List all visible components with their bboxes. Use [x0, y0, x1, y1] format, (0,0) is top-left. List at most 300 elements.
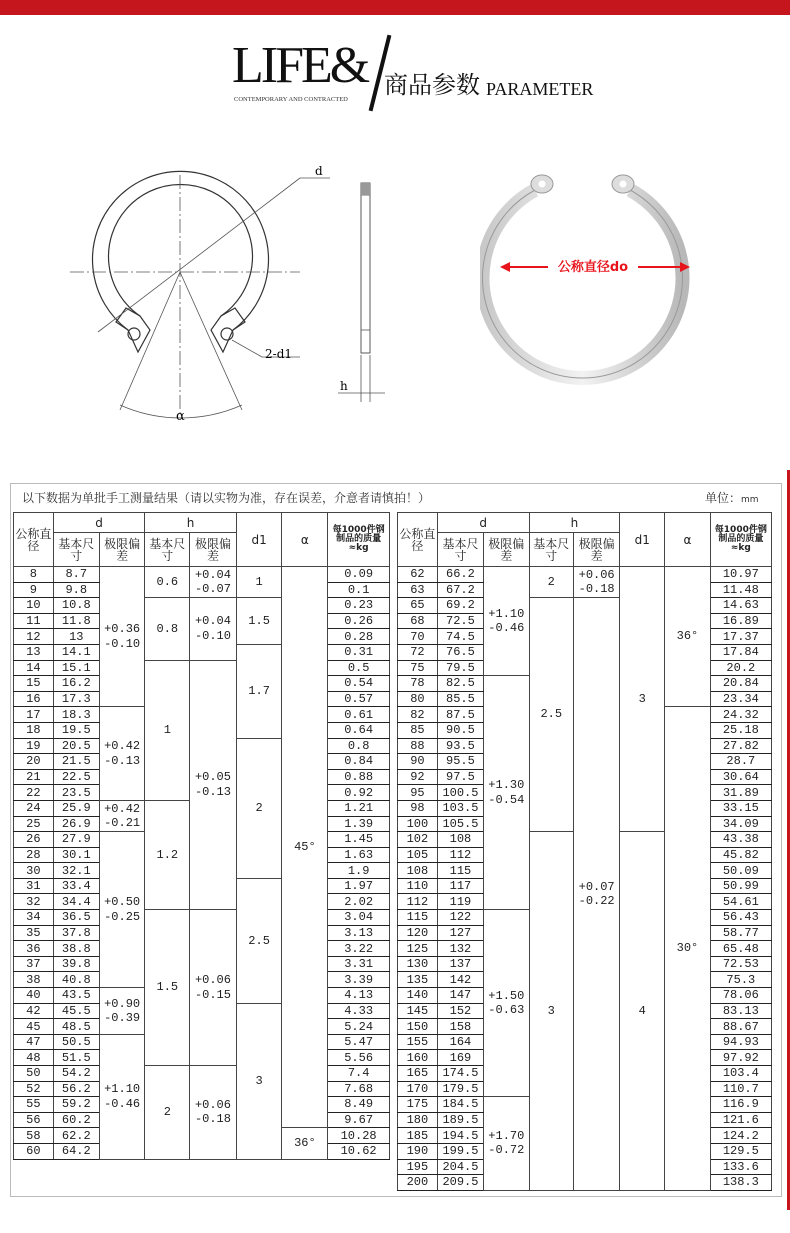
cell-weight: 110.7: [710, 1081, 771, 1097]
cell-weight: 0.57: [328, 691, 390, 707]
cell-d-basic: 62.2: [53, 1128, 99, 1144]
cell-h-basic: 2: [529, 567, 573, 598]
cell-weight: 0.09: [328, 567, 390, 583]
cell-weight: 50.99: [710, 878, 771, 894]
cell-d-basic: 43.5: [53, 988, 99, 1004]
cell-d-basic: 95.5: [437, 754, 483, 770]
cell-d-basic: 97.5: [437, 769, 483, 785]
logo-subtitle: CONTEMPORARY AND CONTRACTED: [234, 96, 348, 103]
cell-d-tol: +0.50 -0.25: [99, 832, 145, 988]
cell-nominal: 70: [398, 629, 438, 645]
cell-weight: 8.49: [328, 1097, 390, 1113]
cell-weight: 3.04: [328, 910, 390, 926]
table-row: [398, 598, 772, 614]
cell-nominal: 35: [14, 925, 54, 941]
cell-weight: 31.89: [710, 785, 771, 801]
cell-d-tol: +0.42 -0.13: [99, 707, 145, 801]
cell-d-basic: 14.1: [53, 644, 99, 660]
cell-nominal: 105: [398, 847, 438, 863]
cell-h-basic: 1: [145, 660, 190, 800]
cell-weight: 124.2: [710, 1128, 771, 1144]
cell-weight: 7.4: [328, 1066, 390, 1082]
cell-d-basic: 93.5: [437, 738, 483, 754]
cell-d-basic: 27.9: [53, 832, 99, 848]
cell-nominal: 45: [14, 1019, 54, 1035]
cell-d-basic: 112: [437, 847, 483, 863]
cell-d-tol: +1.50 -0.63: [484, 910, 529, 1097]
cell-d-basic: 194.5: [437, 1128, 483, 1144]
cell-nominal: 10: [14, 598, 54, 614]
cell-nominal: 95: [398, 785, 438, 801]
header-h-tolerance: 极限偏差: [190, 533, 237, 567]
cell-weight: 65.48: [710, 941, 771, 957]
cell-d-basic: 37.8: [53, 925, 99, 941]
cell-nominal: 63: [398, 582, 438, 598]
table-row: [398, 567, 772, 583]
cell-d-basic: 26.9: [53, 816, 99, 832]
cell-d-basic: 127: [437, 925, 483, 941]
cell-nominal: 180: [398, 1112, 438, 1128]
cell-nominal: 112: [398, 894, 438, 910]
cell-h-tol: +0.04 -0.07: [190, 567, 237, 598]
cell-d-tol: +1.10 -0.46: [99, 1034, 145, 1159]
cell-nominal: 17: [14, 707, 54, 723]
cell-weight: 0.92: [328, 785, 390, 801]
cell-h-basic: 3: [529, 832, 573, 1191]
cell-d1: 3: [620, 567, 665, 832]
cell-d-basic: 33.4: [53, 878, 99, 894]
cell-weight: 30.64: [710, 769, 771, 785]
label-h: h: [340, 379, 348, 393]
cell-d-basic: 122: [437, 910, 483, 926]
cell-weight: 1.9: [328, 863, 390, 879]
cell-d-tol: +0.42 -0.21: [99, 800, 145, 831]
cell-d-basic: 34.4: [53, 894, 99, 910]
table-row: [14, 598, 390, 614]
header-nominal: 公称直径: [14, 513, 54, 567]
cell-nominal: 90: [398, 754, 438, 770]
cell-h-tol: +0.04 -0.10: [190, 598, 237, 660]
cell-nominal: 28: [14, 847, 54, 863]
cell-nominal: 52: [14, 1081, 54, 1097]
cell-d-tol: +0.36 -0.10: [99, 567, 145, 707]
cell-d-basic: 10.8: [53, 598, 99, 614]
cell-weight: 0.26: [328, 613, 390, 629]
cell-nominal: 195: [398, 1159, 438, 1175]
cell-weight: 0.8: [328, 738, 390, 754]
cell-weight: 0.1: [328, 582, 390, 598]
cell-d-basic: 67.2: [437, 582, 483, 598]
cell-d-basic: 82.5: [437, 676, 483, 692]
cell-d-basic: 9.8: [53, 582, 99, 598]
cell-nominal: 58: [14, 1128, 54, 1144]
header-d1: d1: [620, 513, 665, 567]
cell-nominal: 20: [14, 754, 54, 770]
cell-d-basic: 64.2: [53, 1143, 99, 1159]
cell-weight: 133.6: [710, 1159, 771, 1175]
cell-d-basic: 40.8: [53, 972, 99, 988]
table-row: [14, 1066, 390, 1082]
table-row: [14, 567, 390, 583]
cell-weight: 1.63: [328, 847, 390, 863]
cell-d-basic: 85.5: [437, 691, 483, 707]
cell-weight: 138.3: [710, 1175, 771, 1191]
cell-weight: 129.5: [710, 1143, 771, 1159]
cell-d-basic: 108: [437, 832, 483, 848]
cell-d-basic: 147: [437, 988, 483, 1004]
cell-nominal: 16: [14, 691, 54, 707]
cell-weight: 27.82: [710, 738, 771, 754]
cell-h-basic: 2: [145, 1066, 190, 1160]
cell-d-tol: +0.90 -0.39: [99, 988, 145, 1035]
cell-nominal: 115: [398, 910, 438, 926]
cell-d-basic: 23.5: [53, 785, 99, 801]
cell-d-tol: +1.10 -0.46: [484, 567, 529, 676]
cell-nominal: 100: [398, 816, 438, 832]
header-d-basic: 基本尺寸: [53, 533, 99, 567]
cell-weight: 11.48: [710, 582, 771, 598]
cell-weight: 0.31: [328, 644, 390, 660]
title-en: PARAMETER: [486, 79, 594, 99]
cell-d-basic: 66.2: [437, 567, 483, 583]
cell-d-basic: 142: [437, 972, 483, 988]
cell-nominal: 50: [14, 1066, 54, 1082]
cell-weight: 20.84: [710, 676, 771, 692]
cell-nominal: 12: [14, 629, 54, 645]
circlip-photo: [480, 160, 700, 390]
cell-d-basic: 152: [437, 1003, 483, 1019]
cell-weight: 1.45: [328, 832, 390, 848]
cell-nominal: 102: [398, 832, 438, 848]
cell-d-basic: 103.5: [437, 800, 483, 816]
cell-h-basic: 1.5: [145, 910, 190, 1066]
cell-weight: 2.02: [328, 894, 390, 910]
cell-d-basic: 199.5: [437, 1143, 483, 1159]
cell-weight: 1.39: [328, 816, 390, 832]
header-d-tolerance: 极限偏差: [99, 533, 145, 567]
circlip-technical-drawing: [60, 150, 400, 430]
cell-nominal: 135: [398, 972, 438, 988]
cell-nominal: 8: [14, 567, 54, 583]
cell-weight: 72.53: [710, 956, 771, 972]
cell-nominal: 98: [398, 800, 438, 816]
cell-d-basic: 132: [437, 941, 483, 957]
cell-weight: 0.84: [328, 754, 390, 770]
cell-d-basic: 76.5: [437, 644, 483, 660]
cell-weight: 17.84: [710, 644, 771, 660]
cell-d-basic: 56.2: [53, 1081, 99, 1097]
cell-d-basic: 32.1: [53, 863, 99, 879]
cell-weight: 23.34: [710, 691, 771, 707]
cell-d-basic: 36.5: [53, 910, 99, 926]
cell-weight: 9.67: [328, 1112, 390, 1128]
cell-d-basic: 30.1: [53, 847, 99, 863]
cell-h-tol: +0.06 -0.18: [573, 567, 619, 598]
cell-d-basic: 50.5: [53, 1034, 99, 1050]
cell-nominal: 185: [398, 1128, 438, 1144]
cell-nominal: 145: [398, 1003, 438, 1019]
cell-nominal: 47: [14, 1034, 54, 1050]
cell-weight: 58.77: [710, 925, 771, 941]
header-nominal: 公称直径: [398, 513, 438, 567]
cell-nominal: 75: [398, 660, 438, 676]
cell-nominal: 80: [398, 691, 438, 707]
cell-weight: 97.92: [710, 1050, 771, 1066]
cell-d-basic: 11.8: [53, 613, 99, 629]
cell-weight: 24.32: [710, 707, 771, 723]
cell-d-basic: 105.5: [437, 816, 483, 832]
cell-d-basic: 158: [437, 1019, 483, 1035]
cell-nominal: 165: [398, 1066, 438, 1082]
cell-nominal: 72: [398, 644, 438, 660]
cell-h-basic: 2.5: [529, 598, 573, 832]
cell-weight: 16.89: [710, 613, 771, 629]
cell-h-tol: +0.05 -0.13: [190, 660, 237, 910]
cell-nominal: 31: [14, 878, 54, 894]
cell-nominal: 40: [14, 988, 54, 1004]
cell-weight: 78.06: [710, 988, 771, 1004]
cell-alpha: 36°: [665, 567, 710, 707]
cell-d-basic: 137: [437, 956, 483, 972]
cell-nominal: 30: [14, 863, 54, 879]
cell-weight: 20.2: [710, 660, 771, 676]
cell-d1: 2: [236, 738, 282, 878]
cell-d-basic: 79.5: [437, 660, 483, 676]
cell-weight: 1.21: [328, 800, 390, 816]
cell-nominal: 56: [14, 1112, 54, 1128]
measurement-note: 以下数据为单批手工测量结果（请以实物为准，存在误差，介意者请慎拍！）: [22, 491, 431, 505]
cell-weight: 0.64: [328, 722, 390, 738]
cell-d-basic: 19.5: [53, 722, 99, 738]
cell-d-tol: +1.30 -0.54: [484, 676, 529, 910]
cell-nominal: 21: [14, 769, 54, 785]
cell-nominal: 140: [398, 988, 438, 1004]
cell-nominal: 14: [14, 660, 54, 676]
cell-weight: 28.7: [710, 754, 771, 770]
cell-nominal: 36: [14, 941, 54, 957]
cell-d-basic: 184.5: [437, 1097, 483, 1113]
top-red-bar: [0, 0, 790, 15]
cell-weight: 5.56: [328, 1050, 390, 1066]
table-row: [14, 910, 390, 926]
cell-h-basic: 0.8: [145, 598, 190, 660]
cell-nominal: 11: [14, 613, 54, 629]
header-weight: 每1000件钢制品的质量≈kg: [710, 513, 771, 567]
cell-d-basic: 13: [53, 629, 99, 645]
cell-d-basic: 48.5: [53, 1019, 99, 1035]
header-d-basic: 基本尺寸: [437, 533, 483, 567]
spec-table-left: [13, 512, 390, 1160]
logo-text: LIFE&: [232, 37, 368, 94]
cell-d-basic: 15.1: [53, 660, 99, 676]
header-d1: d1: [236, 513, 282, 567]
cell-d-basic: 69.2: [437, 598, 483, 614]
cell-nominal: 42: [14, 1003, 54, 1019]
cell-nominal: 22: [14, 785, 54, 801]
cell-nominal: 62: [398, 567, 438, 583]
header-d: d: [53, 513, 145, 533]
cell-weight: 94.93: [710, 1034, 771, 1050]
cell-d1: 1: [236, 567, 282, 598]
header-h: h: [529, 513, 620, 533]
cell-nominal: 170: [398, 1081, 438, 1097]
cell-weight: 0.23: [328, 598, 390, 614]
cell-d-basic: 60.2: [53, 1112, 99, 1128]
cell-nominal: 34: [14, 910, 54, 926]
cell-alpha: 30°: [665, 707, 710, 1190]
cell-nominal: 65: [398, 598, 438, 614]
header-weight: 每1000件钢制品的质量≈kg: [328, 513, 390, 567]
cell-d-basic: 100.5: [437, 785, 483, 801]
cell-d1: 2.5: [236, 878, 282, 1003]
cell-alpha: 36°: [282, 1128, 328, 1159]
cell-weight: 34.09: [710, 816, 771, 832]
header-alpha: α: [282, 513, 328, 567]
cell-d-basic: 74.5: [437, 629, 483, 645]
cell-d-basic: 117: [437, 878, 483, 894]
cell-d-tol: +1.70 -0.72: [484, 1097, 529, 1191]
cell-nominal: 9: [14, 582, 54, 598]
cell-nominal: 125: [398, 941, 438, 957]
cell-d-basic: 87.5: [437, 707, 483, 723]
cell-nominal: 13: [14, 644, 54, 660]
cell-nominal: 85: [398, 722, 438, 738]
cell-d-basic: 59.2: [53, 1097, 99, 1113]
cell-d1: 4: [620, 832, 665, 1191]
cell-weight: 4.13: [328, 988, 390, 1004]
cell-nominal: 32: [14, 894, 54, 910]
cell-weight: 45.82: [710, 847, 771, 863]
cell-d-basic: 54.2: [53, 1066, 99, 1082]
cell-d-basic: 16.2: [53, 676, 99, 692]
cell-weight: 54.61: [710, 894, 771, 910]
cell-weight: 10.62: [328, 1143, 390, 1159]
cell-nominal: 120: [398, 925, 438, 941]
cell-d-basic: 169: [437, 1050, 483, 1066]
header-h-basic: 基本尺寸: [145, 533, 190, 567]
cell-d-basic: 18.3: [53, 707, 99, 723]
cell-weight: 0.88: [328, 769, 390, 785]
cell-weight: 25.18: [710, 722, 771, 738]
cell-d-basic: 21.5: [53, 754, 99, 770]
cell-nominal: 38: [14, 972, 54, 988]
cell-nominal: 92: [398, 769, 438, 785]
cell-nominal: 68: [398, 613, 438, 629]
cell-nominal: 26: [14, 832, 54, 848]
cell-nominal: 88: [398, 738, 438, 754]
cell-d-basic: 51.5: [53, 1050, 99, 1066]
cell-weight: 3.13: [328, 925, 390, 941]
cell-weight: 0.28: [328, 629, 390, 645]
cell-d1: 1.7: [236, 644, 282, 738]
cell-d-basic: 209.5: [437, 1175, 483, 1191]
cell-weight: 5.47: [328, 1034, 390, 1050]
unit-prefix: 单位：: [705, 491, 742, 505]
cell-d-basic: 179.5: [437, 1081, 483, 1097]
cell-weight: 3.39: [328, 972, 390, 988]
cell-d-basic: 45.5: [53, 1003, 99, 1019]
cell-nominal: 37: [14, 956, 54, 972]
cell-nominal: 48: [14, 1050, 54, 1066]
unit-value: mm: [741, 495, 759, 505]
cell-weight: 0.5: [328, 660, 390, 676]
cell-d-basic: 90.5: [437, 722, 483, 738]
cell-weight: 5.24: [328, 1019, 390, 1035]
header-d-tolerance: 极限偏差: [484, 533, 529, 567]
cell-weight: 75.3: [710, 972, 771, 988]
cell-nominal: 18: [14, 722, 54, 738]
cell-nominal: 175: [398, 1097, 438, 1113]
spec-table-right: [397, 512, 772, 1191]
cell-d-basic: 22.5: [53, 769, 99, 785]
cell-weight: 14.63: [710, 598, 771, 614]
cell-d-basic: 20.5: [53, 738, 99, 754]
header-h-basic: 基本尺寸: [529, 533, 573, 567]
cell-nominal: 190: [398, 1143, 438, 1159]
cell-weight: 10.28: [328, 1128, 390, 1144]
cell-weight: 0.61: [328, 707, 390, 723]
cell-d-basic: 115: [437, 863, 483, 879]
cell-nominal: 108: [398, 863, 438, 879]
cell-nominal: 82: [398, 707, 438, 723]
cell-d1: 1.5: [236, 598, 282, 645]
cell-weight: 103.4: [710, 1066, 771, 1082]
cell-weight: 121.6: [710, 1112, 771, 1128]
cell-nominal: 19: [14, 738, 54, 754]
cell-weight: 43.38: [710, 832, 771, 848]
cell-weight: 10.97: [710, 567, 771, 583]
cell-nominal: 78: [398, 676, 438, 692]
cell-weight: 0.54: [328, 676, 390, 692]
cell-weight: 1.97: [328, 878, 390, 894]
cell-d-basic: 39.8: [53, 956, 99, 972]
label-alpha: α: [176, 409, 185, 424]
cell-h-basic: 0.6: [145, 567, 190, 598]
cell-weight: 3.22: [328, 941, 390, 957]
cell-nominal: 130: [398, 956, 438, 972]
cell-weight: 83.13: [710, 1003, 771, 1019]
cell-nominal: 150: [398, 1019, 438, 1035]
cell-nominal: 25: [14, 816, 54, 832]
cell-weight: 33.15: [710, 800, 771, 816]
cell-weight: 56.43: [710, 910, 771, 926]
cell-d-basic: 189.5: [437, 1112, 483, 1128]
cell-d-basic: 174.5: [437, 1066, 483, 1082]
title-cn: 商品参数: [384, 71, 480, 99]
cell-nominal: 15: [14, 676, 54, 692]
cell-weight: 4.33: [328, 1003, 390, 1019]
header-h: h: [145, 513, 236, 533]
cell-nominal: 160: [398, 1050, 438, 1066]
cell-weight: 7.68: [328, 1081, 390, 1097]
cell-nominal: 200: [398, 1175, 438, 1191]
cell-weight: 50.09: [710, 863, 771, 879]
cell-weight: 17.37: [710, 629, 771, 645]
cell-nominal: 110: [398, 878, 438, 894]
cell-h-basic: 1.2: [145, 800, 190, 909]
cell-nominal: 155: [398, 1034, 438, 1050]
cell-nominal: 60: [14, 1143, 54, 1159]
cell-d-basic: 204.5: [437, 1159, 483, 1175]
cell-d-basic: 72.5: [437, 613, 483, 629]
cell-d-basic: 8.7: [53, 567, 99, 583]
cell-d-basic: 38.8: [53, 941, 99, 957]
header-h-tolerance: 极限偏差: [573, 533, 619, 567]
unit-label: [705, 489, 759, 506]
cell-nominal: 55: [14, 1097, 54, 1113]
cell-d-basic: 119: [437, 894, 483, 910]
cell-alpha: 45°: [282, 567, 328, 1128]
